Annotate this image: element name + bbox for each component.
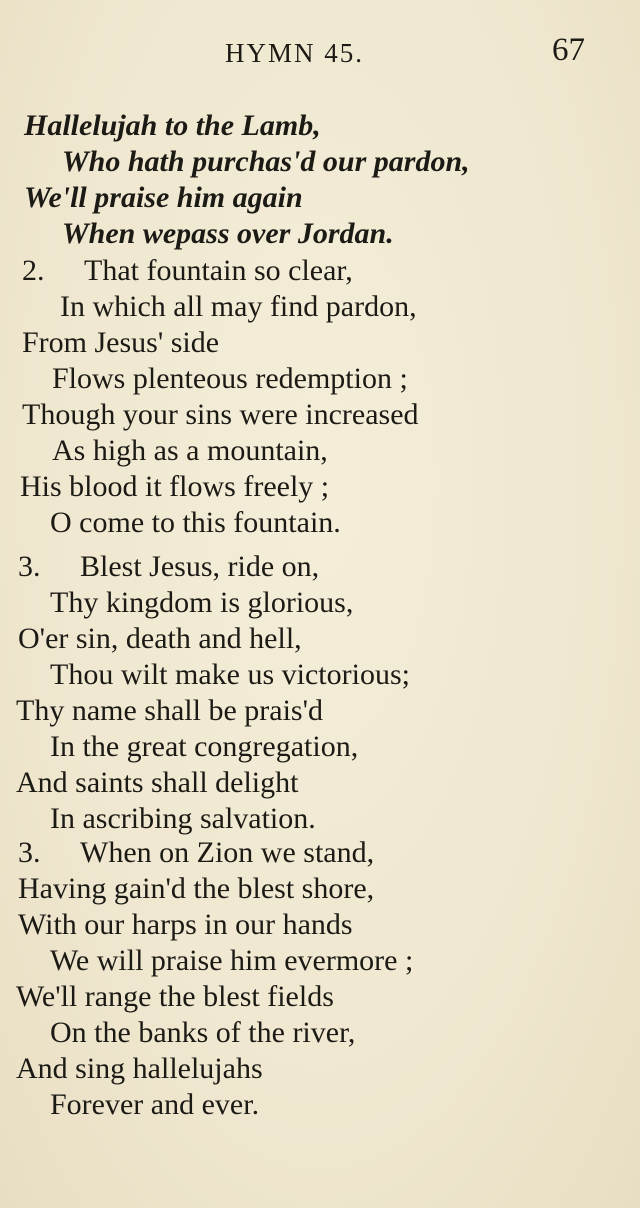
verse-line: In which all may find pardon, — [60, 290, 417, 323]
verse-first-line — [22, 253, 353, 289]
verse-line: Flows plenteous redemption ; — [52, 362, 408, 395]
verse-line: We'll range the blest fields — [16, 980, 334, 1013]
verse-line: O come to this fountain. — [50, 506, 341, 539]
verse-number: 2. — [22, 254, 45, 287]
page-number: 67 — [552, 32, 585, 68]
verse-line: Having gain'd the blest shore, — [18, 872, 375, 905]
verse-line: Thou wilt make us victorious; — [50, 658, 410, 691]
verse-line: Though your sins were increased — [22, 398, 419, 431]
verse-line: O'er sin, death and hell, — [18, 622, 302, 655]
verse-number: 3. — [18, 550, 41, 583]
verse-line: Thy kingdom is glorious, — [50, 586, 354, 619]
verse-first-line — [18, 549, 319, 585]
verse-line: And saints shall delight — [16, 766, 299, 799]
verse-number: 3. — [18, 836, 41, 869]
verse-line: Thy name shall be prais'd — [16, 694, 323, 727]
verse-line: With our harps in our hands — [18, 908, 353, 941]
verse-line: In the great congregation, — [50, 730, 359, 763]
page-header — [0, 30, 640, 78]
chorus-line: Hallelujah to the Lamb, — [24, 109, 321, 142]
verse-line: When on Zion we stand, — [80, 836, 375, 869]
running-title: HYMN 45. — [225, 38, 365, 68]
verse-line: That fountain so clear, — [84, 254, 353, 287]
chorus-line: We'll praise him again — [24, 181, 303, 214]
verse-line: On the banks of the river, — [50, 1016, 356, 1049]
verse-line: From Jesus' side — [22, 326, 220, 359]
verse-line: His blood it flows freely ; — [20, 470, 330, 503]
verse-line: In ascribing salvation. — [50, 802, 316, 835]
verse-line: We will praise him evermore ; — [50, 944, 414, 977]
verse-line: As high as a mountain, — [52, 434, 328, 467]
verse-first-line — [18, 835, 374, 871]
chorus-line: When wepass over Jordan. — [62, 217, 394, 250]
chorus-line: Who hath purchas'd our pardon, — [62, 145, 470, 178]
verse-line: Forever and ever. — [50, 1088, 260, 1121]
verse-line: And sing hallelujahs — [16, 1052, 263, 1085]
verse-line: Blest Jesus, ride on, — [80, 550, 320, 583]
